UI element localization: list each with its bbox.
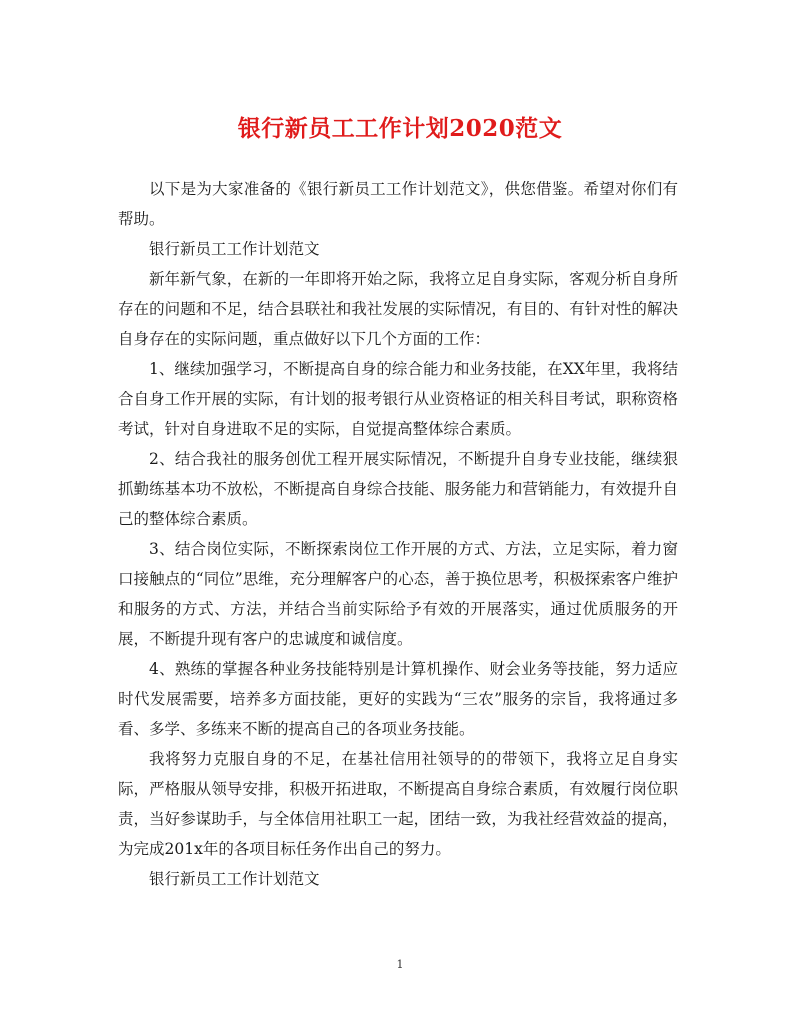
paragraph-intro: 以下是为大家准备的《银行新员工工作计划范文》，供您借鉴。希望对你们有帮助。: [118, 180, 678, 228]
paragraph-overview: 新年新气象，在新的一年即将开始之际，我将立足自身实际，客观分析自身所存在的问题和不足，结合县联社和我社发展的实际情况，有目的、有针对性的解决自身存在的实际问题，重点做好以下几个方面的工作：: [118, 270, 678, 348]
paragraph-conclusion: 我将努力克服自身的不足，在基社信用社领导的的带领下，我将立足自身实际，严格服从领导安排，积极开拓进取，不断提高自身综合素质，有效履行岗位职责，当好参谋助手，与全体信用社职工一起，团结一致，为我社经营效益的提高，为完成201x年的各项目标任务作出自己的努力。: [118, 750, 678, 858]
paragraph-item-4: 4、熟练的掌握各种业务技能特别是计算机操作、财会业务等技能，努力适应时代发展需要，培养多方面技能，更好的实践为“三农”服务的宗旨，我将通过多看、多学、多练来不断的提高自己的各项业务技能。: [118, 660, 678, 738]
paragraph-item-1: 1、继续加强学习，不断提高自身的综合能力和业务技能，在XX年里，我将结合自身工作开展的实际，有计划的报考银行从业资格证的相关科目考试，职称资格考试，针对自身进取不足的实际，自觉提高整体综合素质。: [118, 360, 678, 438]
paragraph-item-2: 2、结合我社的服务创优工程开展实际情况，不断提升自身专业技能，继续狠抓勤练基本功不放松，不断提高自身综合技能、服务能力和营销能力，有效提升自己的整体综合素质。: [118, 450, 678, 528]
document-body: [118, 174, 678, 894]
paragraph-subheading-repeat: 银行新员工工作计划范文: [149, 870, 320, 888]
paragraph-subheading: 银行新员工工作计划范文: [149, 240, 320, 258]
document-title: 银行新员工工作计划2020范文: [237, 115, 563, 142]
page-number: 1: [396, 958, 404, 971]
paragraph-item-3: 3、结合岗位实际，不断探索岗位工作开展的方式、方法，立足实际，着力窗口接触点的“同位”思维，充分理解客户的心态，善于换位思考，积极探索客户维护和服务的方式、方法，并结合当前实际给予有效的开展落实，通过优质服务的开展，不断提升现有客户的忠诚度和诚信度。: [118, 540, 678, 648]
